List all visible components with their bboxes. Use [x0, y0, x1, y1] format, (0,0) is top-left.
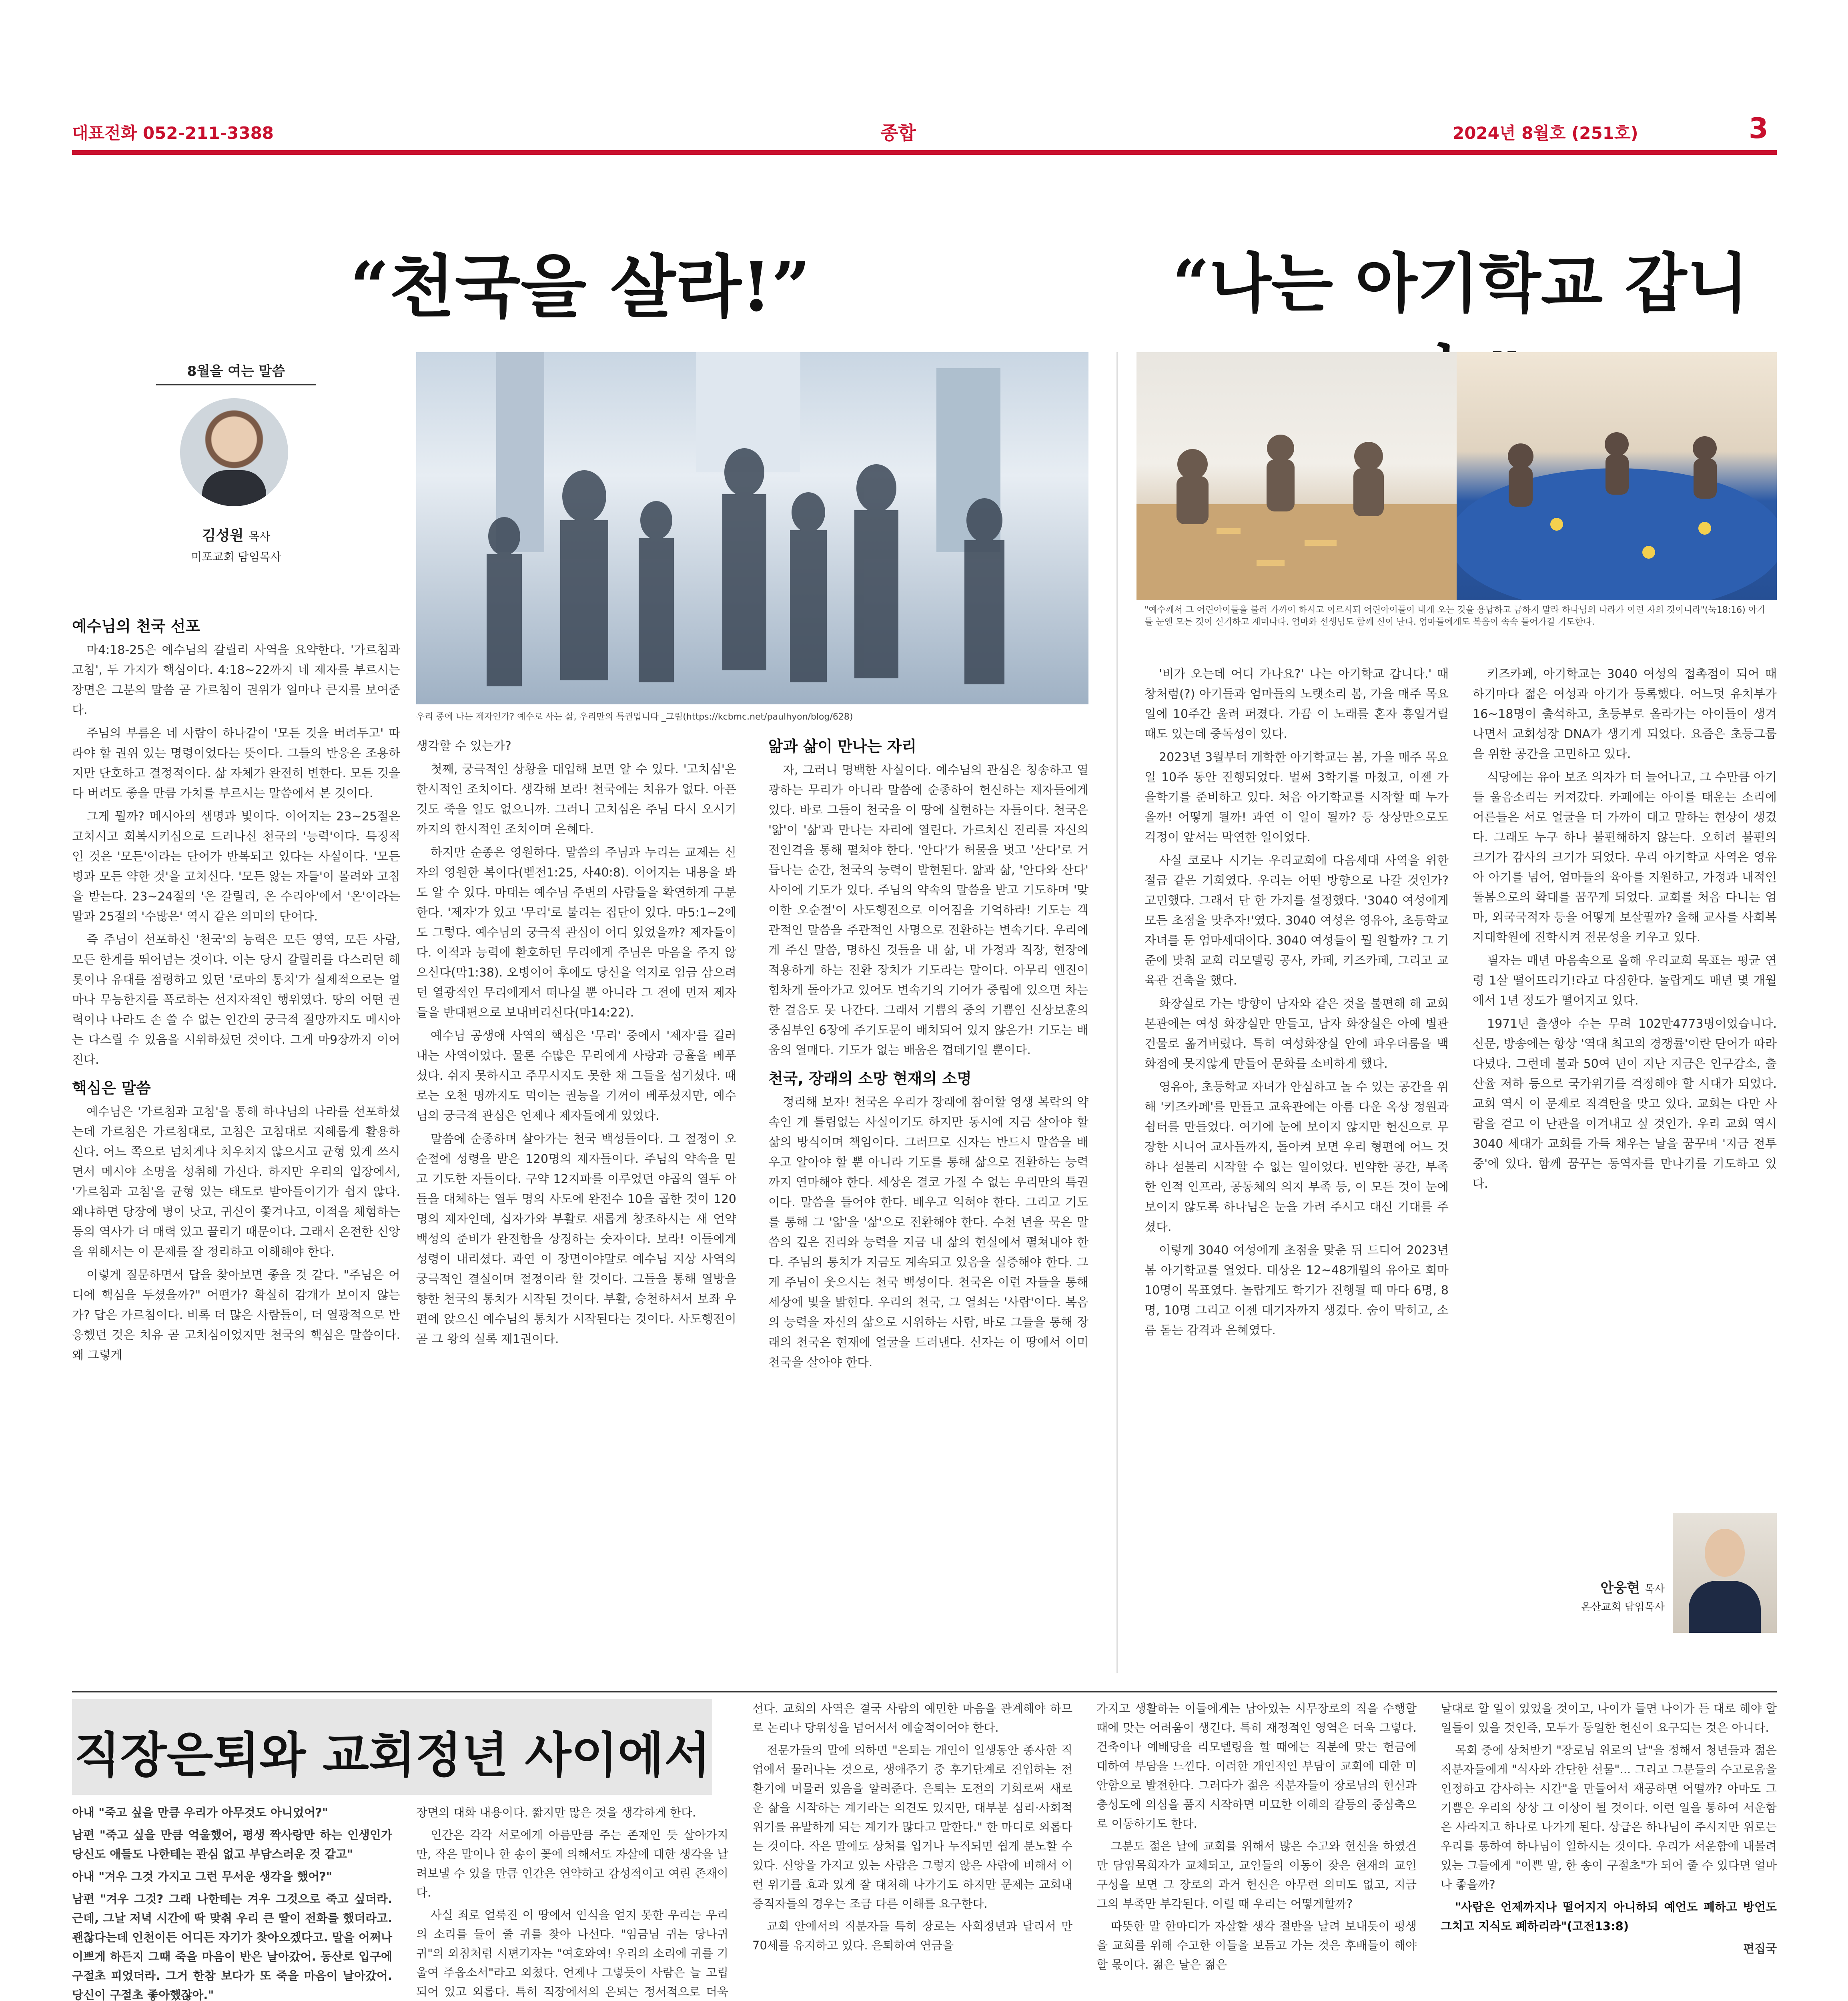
left-author-church: 미포교회 담임목사	[191, 550, 281, 563]
paragraph: 목회 중에 상처받기 "장로님 위로의 날"을 정해서 청년들과 젊은 직분자들에게 "식사와 간단한 선물"... 그리고 그분들의 수고로움을 인정하고 감사하는 시간"을 만들어서 재공하면 어떨까? 아마도 그 기쁨은 우리의 상상 그 이상이 될 것이다. 이런 일을 통하여 서운함은 사라지고 하나로 나가게 된다. 상급은 하나님이 주시지만 위로는 우리를 통하여 하나님이 일하시는 것이다. 우리가 서운함에 내몰려 있는 그들에게 "이쁜 말, 한 송이 구절초"가 되어 줄 수 있다면 얼마나 좋을까?	[1441, 1743, 1777, 1891]
baby-school-photo-caption: "예수께서 그 어린아이들을 불러 가까이 하시고 이르시되 어린아이들이 내게 오는 것을 용납하고 금하지 말라 하나님의 나라가 이런 자의 것이니라"(눅18:16) 아기들 눈엔 모든 것이 신기하고 재미나다. 엄마와 선생님도 함께 신이 난다. 엄마들에게도 복음이 속속 들어가길 기도한다.	[1144, 605, 1766, 627]
paragraph: 생각할 수 있는가?	[416, 739, 511, 753]
paragraph: 즉 주님이 선포하신 '천국'의 능력은 모든 영역, 모든 사람, 모든 한계를 뛰어넘는 것이다. 이는 당시 갈릴리를 다스리던 헤롯이나 유대를 점령하고 있던 '로마의 통치'가 실제적으로는 얼마나 무능한지를 폭로하는 선지자적인 행위였다. 땅의 어떤 권력이나 나라도 손 쓸 수 없는 인간의 궁극적 절망까지도 메시아는 다스릴 수 있음을 시위하셨던 것이다. 그게 마9장까지 이어진다.	[72, 933, 400, 1067]
section-title-2: 핵심은 말씀	[72, 1079, 151, 1097]
bottom-column-4	[1096, 1699, 1417, 1977]
paragraph: 날대로 할 일이 있었을 것이고, 나이가 들면 나이가 든 대로 해야 할 일들이 있을 것인즉, 모두가 동일한 헌신이 요구되는 것은 아니다.	[1441, 1702, 1777, 1734]
paragraph: 키즈카페, 아기학교는 3040 여성의 접촉점이 되어 때 하기마다 젊은 여성과 아기가 등록했다. 어느덧 유치부가 16~18명이 출석하고, 초등부로 올라가는 아이들이 생겨나면서 교회성장 DNA가 생기게 되었다. 요즘은 초등그룹을 위한 공간을 고민하고 있다.	[1473, 667, 1777, 761]
bottom-column-1	[72, 1803, 392, 2001]
paragraph: 화장실로 가는 방향이 남자와 같은 것을 불편해 해 교회 본관에는 여성 화장실만 만들고, 남자 화장실은 아예 별관 건물로 옮겨버렸다. 특히 여성화장실 안에 파우더룸을 백화점에 못지않게 만들어 문화를 소비하게 했다.	[1144, 997, 1449, 1071]
right-headline: “나는 아기학교 갑니	[1173, 246, 1749, 321]
bottom-column-3	[752, 1699, 1072, 1958]
left-column-3	[768, 736, 1088, 1376]
paragraph: 선다. 교회의 사역은 결국 사람의 예민한 마음을 관계해야 하므로 논리나 당위성을 넘어서서 예술적이어야 한다.	[752, 1702, 1072, 1734]
left-author-title: 목사	[249, 530, 271, 543]
paragraph: 교회 안에서의 직분자들 특히 장로는 사회정년과 달리서 만 70세를 유지하고 있다. 은퇴하여 연금을	[752, 1919, 1072, 1952]
masthead-phone: 대표전화 052-211-3388	[72, 123, 274, 143]
paragraph: '비가 오는데 어디 가나요?' 나는 아기학교 갑니다.' 때창처럼(?) 아기들과 엄마들의 노랫소리 봄, 가을 매주 목요일에 10주간 울려 퍼졌다. 가끔 이 노래를 혼자 흥얼거릴 때도 있는데 중독성이 있다.	[1144, 667, 1449, 741]
paragraph: 정리해 보자! 천국은 우리가 장래에 참여할 영생 복락의 약속인 게 틀림없는 사실이기도 하지만 동시에 지금 살아야 할 삶의 방식이며 책임이다. 그러므로 신자는 반드시 말씀을 배우고 알아야 할 뿐 아니라 기도를 통해 삶으로 전환하는 능력까지 연마해야 한다. 세상은 결코 가질 수 없는 우리만의 특권이다. 말씀을 들어야 한다. 배우고 익혀야 한다. 그리고 기도를 통해 그 '앎'을 '삶'으로 전환해야 한다. 수천 년을 묵은 말씀의 깊은 진리와 능력을 지금 내 삶의 현실에서 펼쳐내야 한다. 주님의 통치가 지금도 계속되고 있음을 실증해야 한다. 그게 주님이 웃으시는 천국 백성이다. 천국은 이런 자들을 통해 세상에 빛을 밝힌다. 우리의 천국, 그 열쇠는 '사람'이다. 복음의 능력을 자신의 삶으로 시위하는 사람, 바로 그들을 통해 장래의 천국은 현재에 얼굴을 드러낸다. 신자는 이 땅에서 이미 천국을 살아야 한다.	[768, 1095, 1088, 1369]
paragraph: 마4:18-25은 예수님의 갈릴리 사역을 요약한다. '가르침과 고침', 두 가지가 핵심이다. 4:18~22까지 네 제자를 부르시는 장면은 그분의 말씀 곧 가르침이 권위가 얼마나 큰지를 보여준다.	[72, 643, 400, 717]
bottom-column-2	[416, 1803, 728, 2001]
paragraph: 따뜻한 말 한마디가 자살할 생각 절반을 날려 보내듯이 평생을 교회를 위해 수고한 이들을 보듬고 가는 것은 후배들이 해야 할 몫이다. 젊은 날은 젊은	[1096, 1919, 1417, 1971]
right-author-name: 안웅현	[1600, 1580, 1640, 1596]
bottom-rule-top	[72, 1691, 1777, 1692]
paragraph: 남편 "겨우 그것? 그래 나한테는 겨우 그것으로 죽고 싶더라. 근데, 그날 저녁 시간에 딱 맞춰 우리 큰 딸이 전화를 했더라고. 괜찮다는데 인천이든 어디든 자기가 찾아오겠다고. 말을 어쩌나 이쁘게 하든지 그때 죽을 마음이 반은 날아갔어. 동산로 입구에 구절초 피었더라. 그거 한참 보다가 또 죽을 마음이 날아갔어. 당신이 구절초 좋아했잖아."	[72, 1892, 392, 2001]
masthead-issue: 2024년 8월호 (251호)	[1453, 123, 1638, 143]
left-column-1	[72, 608, 400, 1369]
paragraph: 전문가들의 말에 의하면 "은퇴는 개인이 일생동안 종사한 직업에서 물러나는 것으로, 생애주기 중 후기단계로 진입하는 전환기에 머물러 있음을 알려준다. 은퇴는 도전의 기회로써 새로운 삶을 시작하는 계기라는 의견도 있지만, 대부분 심리·사회적 위기를 유발하게 되는 계기가 많다고 말한다." 한 마디로 외롭다는 것이다. 작은 말에도 상처를 입거나 누적되면 쉽게 분노할 수 있다. 신앙을 가지고 있는 사람은 그렇지 않은 사람에 비해서 이런 위기를 효과 있게 잘 대처해 나가기도 하지만 문제는 교회내 증직자들의 경우는 조금 다른 이해를 요구한다.	[752, 1743, 1072, 1911]
paragraph: 아내 "겨우 그것 가지고 그런 무서운 생각을 했어?"	[72, 1870, 332, 1883]
right-column-1	[1144, 664, 1449, 1344]
left-author-photo	[180, 398, 288, 506]
paragraph: 2023년 3월부터 개학한 아기학교는 봄, 가을 매주 목요일 10주 동안 진행되었다. 벌써 3학기를 마쳤고, 이젠 가을학기를 준비하고 있다. 처음 아기학교를 시작할 때 누가 올까! 어떻게 될까! 과연 이 일이 될까? 등 상상만으로도 걱정이 앞서는 막연한 일이었다.	[1144, 750, 1449, 844]
paragraph: 주님의 부름은 네 사람이 하나같이 '모든 것을 버려두고' 따라야 할 권위 있는 명령이었다는 뜻이다. 그들의 반응은 조용하지만 단호하고 결정적이다. 삶 자체가 완전히 변한다. 모든 것을 다 버려도 좋을 만큼 가치를 부르시는 말씀에서 본 것이다.	[72, 726, 400, 800]
left-column-2	[416, 736, 736, 1353]
right-column-2	[1473, 664, 1777, 1197]
column-divider	[1116, 352, 1118, 1673]
paragraph: 예수님은 '가르침과 고침'을 통해 하나님의 나라를 선포하셨는데 가르침은 가르침대로, 고침은 고침대로 지혜롭게 활용하신다. 어느 쪽으로 넘치게나 치우치지 않으시고 균형 있게 쓰시면서 메시야 소명을 성취해 가신다. 하지만 우리의 입장에서, '가르침과 고침'을 균형 있는 태도로 받아들이기가 쉽지 않다. 왜냐하면 당장에 병이 낫고, 귀신이 쫓겨나고, 이적을 체험하는 등의 역사가 더 매력 있고 끌리기 때문이다. 그래서 온전한 신앙을 위해서는 이 문제를 잘 정리하고 이해해야 한다.	[72, 1105, 400, 1259]
paragraph: 예수님 공생애 사역의 핵심은 '무리' 중에서 '제자'를 길러내는 사역이었다. 물론 수많은 무리에게 사랑과 긍휼을 베푸셨다. 쉬지 못하시고 주무시지도 못한 채 그들을 섬기셨다. 때로는 오천 명까지도 먹이는 권능을 기꺼이 베푸셨지만, 예수님의 궁극적 관심은 언제나 제자들에게 있었다.	[416, 1029, 736, 1123]
page-number: 3	[1749, 112, 1768, 145]
paragraph: 장면의 대화 내용이다. 짧지만 많은 것을 생각하게 한다.	[416, 1806, 696, 1819]
bottom-headline: 직장은퇴와 교회정년 사이에서	[74, 1728, 711, 1783]
section-title-4: 천국, 장래의 소망 현재의 소명	[768, 1070, 972, 1087]
paragraph: 가지고 생활하는 이들에게는 남아있는 시무장로의 직을 수행할 때에 맞는 어려움이 생긴다. 특히 재정적인 영역은 더욱 그렇다. 건축이나 예배당을 리모델링을 할 때에는 직분에 맞는 헌금에 대하여 부담을 느낀다. 이러한 개인적인 부담이 교회에 대한 미안함으로 발전한다. 그러다가 젊은 직분자들이 장로님의 헌신과 충성도에 의심을 품지 시작하면 미묘한 이해의 갈등의 중심축으로 이동하기도 한다.	[1096, 1702, 1417, 1831]
paragraph: 1971년 출생아 수는 무려 102만4773명이었습니다. 신문, 방송에는 항상 '역대 최고의 경쟁률'이란 단어가 따라다녔다. 그런데 불과 50여 년이 지난 지금은 인구감소, 출산율 저하 등으로 국가위기를 걱정해야 할 시대가 되었다. 교회 역시 이 문제로 직격탄을 맞고 있다. 교회는 다만 사람을 걷고 이 난관을 이겨내고 싶 것인가. 우리 교회 역시 3040 세대가 교회를 가득 채우는 날을 꿈꾸며 '지금 전투 중'에 있다. 함께 꿈꾸는 동역자를 만나기를 기도하고 있다.	[1473, 1017, 1777, 1191]
paragraph: 자, 그러니 명백한 사실이다. 예수님의 관심은 칭송하고 열광하는 무리가 아니라 말씀에 순종하여 헌신하는 제자들에게 있다. 바로 그들이 천국을 이 땅에 실현하는 자들이다. 천국은 '앎'이 '삶'과 만나는 자리에 열린다. 가르치신 진리를 자신의 전인격을 통해 펼쳐야 한다. '안다'가 허물을 벗고 '산다'로 거듭나는 순간, 천국의 능력이 발현된다. 앎과 삶, '안다와 산다' 사이에 기도가 있다. 주님의 약속의 말씀을 받고 기도하며 '맞이한 오순절'이 사도행전으로 이어짐을 기억하라! 기도는 객관적인 말씀을 주관적인 사명으로 전환하는 변속기다. 우리에게 주신 말씀, 명하신 것들을 내 삶, 내 가정과 직장, 현장에 적용하게 하는 전환 장치가 기도라는 말이다. 아무리 엔진이 힘차게 돌아가고 있어도 변속기의 기어가 중립에 있으면 차는 한 걸음도 못 나간다. 그래서 기쁨의 중의 기쁨인 신상보훈의 중심부인 6장에 주기도문이 배치되어 있지 않은가! 기도는 배움의 열매다. 기도가 없는 배움은 껍데기일 뿐이다.	[768, 763, 1088, 1057]
masthead	[0, 0, 1848, 152]
right-author-box	[1513, 1513, 1777, 1633]
paragraph: 말씀에 순종하며 살아가는 천국 백성들이다. 그 절정이 오순절에 성령을 받은 120명의 제자들이다. 주님의 약속을 믿고 기도한 자들이다. 구약 12지파를 이루었던 야곱의 열두 아들을 대체하는 열두 명의 사도에 완전수 10을 곱한 것이 120명의 제자인데, 십자가와 부활로 새롭게 창조하시는 새 언약 백성의 준비가 완전함을 상징하는 숫자이다. 보라! 이들에게 성령이 내리셨다. 과연 이 장면이야말로 예수님 지상 사역의 궁극적인 결실이며 절정이라 할 것이다. 그들을 통해 열방을 향한 천국의 통치가 시작된 것이다. 부활, 승천하셔서 보좌 우편에 앉으신 예수님의 통치가 시작된다는 것이다. 사도행전이 곧 그 왕의 실록 제1권이다.	[416, 1132, 736, 1346]
section-title-1: 예수님의 천국 선포	[72, 618, 200, 635]
children-play-illustration	[1136, 352, 1457, 600]
paragraph: 이렇게 질문하면서 답을 찾아보면 좋을 것 같다. "주님은 어디에 핵심을 두셨을까?" 어떤가? 확실히 감개가 보이지 않는가? 답은 가르침이다. 비록 더 많은 사람들이, 더 열광적으로 반응했던 것은 치유 곧 고치심이었지만 천국의 핵심은 말씀이다. 왜 그렇게	[72, 1268, 400, 1362]
left-author-box	[156, 360, 316, 592]
paragraph: 그분도 젊은 날에 교회를 위해서 많은 수고와 헌신을 하였건만 담임목회자가 교체되고, 교인들의 이동이 잦은 현재의 교인 구성을 보면 그 장로의 과거 헌신은 아무런 의미도 없고, 지금 그의 부족만 부각된다. 이럴 때 우리는 어떻게할까?	[1096, 1839, 1417, 1911]
column-label: 8월을 여는 말씀	[156, 360, 316, 385]
paragraph: 사실 코로나 시기는 우리교회에 다음세대 사역을 위한 절급 같은 기회였다. 우리는 어떤 방향으로 나갈 것인가? 고민했다. 그래서 단 한 가지를 설정했다. '3040 여성에게 모든 초점을 맞추자!'였다. 3040 여성은 영유아, 초등학교 자녀를 둔 엄마세대이다. 3040 여성들이 뭘 원할까? 그 기준에 맞춰 교회 리모델링 공사, 카페, 키즈카페, 그리고 교육관 건축을 했다.	[1144, 854, 1449, 988]
paragraph: 필자는 매년 마음속으로 올해 우리교회 목표는 평균 연령 1살 떨어뜨리기!라고 다짐한다. 놀랍게도 매년 몇 개월에서 1년 정도가 떨어지고 있다.	[1473, 954, 1777, 1008]
paragraph: 하지만 순종은 영원하다. 말씀의 주님과 누리는 교제는 신자의 영원한 복이다(벧전1:25, 사40:8). 이어지는 내용을 봐도 알 수 있다. 마태는 예수님 주변의 사람들을 확연하게 구분한다. '제자'가 있고 '무리'로 불리는 집단이 있다. 마5:1~2에도 그렇다. 예수님의 궁극적 관심이 어디 있었을까? 제자들이다. 이적과 능력에 환호하던 무리에게 주님은 마음을 주지 않으신다(막1:38). 오병이어 후에도 당신을 억지로 임금 삼으려던 열광적인 무리에게서 떠나실 뿐 아니라 그 전에 먼저 제자들을 반대편으로 보내버리신다(마14:22).	[416, 846, 736, 1020]
right-author-church: 온산교회 담임목사	[1581, 1601, 1665, 1613]
right-author-title: 목사	[1644, 1583, 1665, 1595]
paragraph: 그게 뭘까? 메시아의 샘명과 빛이다. 이어지는 23~25절은 고치시고 회복시키심으로 드러나신 천국의 '능력'이다. 특징적인 것은 '모든'이라는 단어가 반복되고 있다는 사실이다. '모든 병과 모든 약한 것'을 고치신다. '모든 앓는 자들'이 몰려와 고침을 받는다. 23~24절의 '온 갈릴리, 온 수리아'에서 '온'이라는 말과 25절의 '수많은' 역시 같은 의미의 단어다.	[72, 810, 400, 924]
crowd-illustration	[416, 352, 1088, 704]
paragraph: 아내 "죽고 싶을 만큼 우리가 아무것도 아니었어?"	[72, 1806, 328, 1819]
bible-quote: "사람은 언제까지나 떨어지지 아니하되 예언도 폐하고 방언도 그치고 지식도 폐하리라"(고전13:8)	[1441, 1900, 1777, 1933]
crowd-photo	[416, 352, 1088, 704]
paragraph: 사실 죄로 얼룩진 이 땅에서 인식을 얻지 못한 우리는 우리의 소리를 들어 줄 귀를 찾아 나선다. "임금님 귀는 당나귀 귀"의 외침처럼 시편기자는 "여호와여! 우리의 소리에 귀를 기울여 주옵소서"라고 외쳤다. 언제나 그렇듯이 사람은 늘 고립되어 있고 외롭다. 특히 직장에서의 은퇴는 정서적으로 더욱	[416, 1908, 728, 1999]
right-author-photo	[1673, 1513, 1777, 1633]
paragraph: 이렇게 3040 여성에게 초점을 맞춘 뒤 드디어 2023년 봄 아기학교를 열었다. 대상은 12~48개월의 유아로 회마 10명이 목표였다. 놀랍게도 학기가 진행될 때 마다 6명, 8명, 10명 그리고 이젠 대기자까지 생겼다. 숨이 막히고, 소름 돋는 감격과 은혜였다.	[1144, 1243, 1449, 1337]
baby-school-photo-2	[1457, 352, 1777, 600]
bottom-headline-box	[72, 1699, 712, 1795]
paragraph: 식당에는 유아 보조 의자가 더 늘어나고, 그 수만큼 아기들 울음소리는 커져갔다. 카페에는 아이를 태운는 소리에 어른들은 서로 얼굴을 더 가까이 대고 말하는 현상이 생겼다. 그래도 누구 하나 불편해하지 않는다. 오히려 불편의 크기가 감사의 크기가 되었다. 우리 아기학교 사역은 영유아 아기를 넘어, 엄마들의 육아를 지원하고, 가정과 내적인 돌봄으로의 확대를 꿈꾸게 되었다. 교회를 처음 다니는 엄마, 외국국적자 등을 어떻게 보살필까? 올해 교사를 사회복지대학원에 진학시켜 전문성을 키우고 있다.	[1473, 770, 1777, 944]
paragraph: 인간은 각각 서로에게 아름만큼 주는 존재인 듯 살아가지만, 작은 말이나 한 송이 꽃에 의해서도 자살에 대한 생각을 날려보낼 수 있을 만큼 인간은 연약하고 감성적이고 여린 존재이다.	[416, 1828, 728, 1899]
paragraph: 첫째, 궁극적인 상황을 대입해 보면 알 수 있다. '고치심'은 한시적인 조치이다. 생각해 보라! 천국에는 치유가 없다. 아픈 것도 죽을 일도 없으니까. 그러니 고치심은 주님 다시 오시기까지의 한시적인 조치이며 은혜다.	[416, 762, 736, 836]
masthead-section: 종합	[880, 122, 916, 144]
paragraph: 영유아, 초등학교 자녀가 안심하고 놀 수 있는 공간을 위해 '키즈카페'를 만들고 교육관에는 아름 다운 옥상 정원과 쉼터를 만들었다. 여기에 눈에 보이지 않지만 헌신으로 무장한 시니어 교사들까지, 돌아켜 보면 우리 형편에 어느 것 하나 섣불리 시작할 수 없는 일이었다. 빈약한 공간, 부족한 인적 인프라, 공동체의 의지 부족 등, 이 모든 것이 눈에 보이지 않도록 하나님은 눈을 가려 주시고 대신 기대를 주셨다.	[1144, 1080, 1449, 1234]
section-title-3: 앎과 삶이 만나는 자리	[768, 738, 917, 755]
left-author-name: 김성원	[202, 527, 244, 544]
bottom-column-5	[1441, 1699, 1777, 1961]
left-headline: “천국을 살라!”	[350, 247, 811, 327]
baby-school-photo-1	[1136, 352, 1457, 600]
masthead-rule	[72, 150, 1777, 155]
paragraph: 남편 "죽고 싶을 만큼 억울했어, 평생 짝사랑만 하는 인생인가 당신도 애들도 나한테는 관심 없고 부담스러운 것 같고"	[72, 1828, 392, 1861]
crowd-photo-caption: 우리 중에 나는 제자인가? 예수로 사는 삶, 우리만의 특권입니다 _그림(https://kcbmc.net/paulhyon/blog/628)	[416, 712, 853, 722]
parachute-illustration	[1457, 352, 1777, 600]
signature: 편집국	[1743, 1942, 1777, 1955]
